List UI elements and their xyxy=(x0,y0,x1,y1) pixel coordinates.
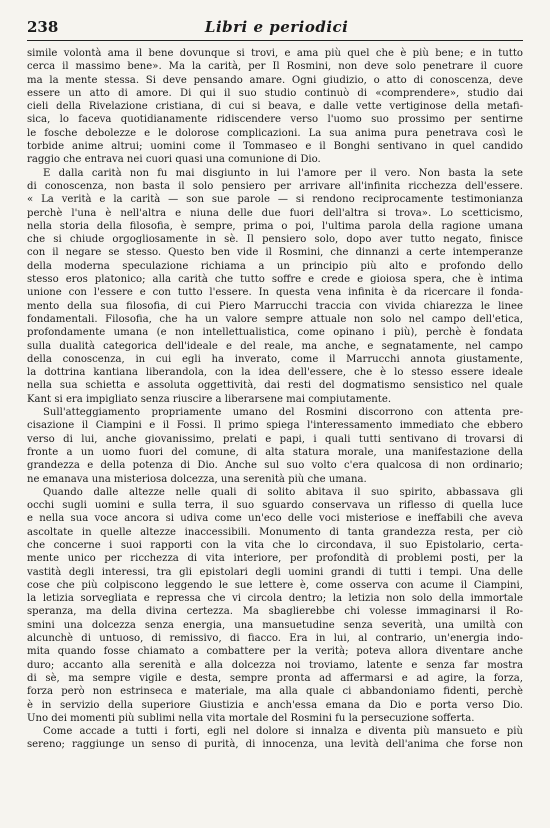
text-line: simile volontà ama il bene dovunque si trovi, e ama più quel che è più bene; e in tutto xyxy=(27,48,523,59)
text-line: cieli della Rivelazione cristiana, di cui si beava, e dalle vette vertiginose della metafi- xyxy=(27,101,523,113)
text-line: duro; accanto alla serenità e alla dolcezza noi troviamo, latente e senza far mostra xyxy=(27,659,523,671)
text-line: che si chiude orgogliosamente in sè. Il pensiero solo, dopo aver tutto negato, finisce xyxy=(27,234,523,246)
text-line: è in servizio della superiore Giustizia e anch'essa emana da Dio e porta verso Dio. xyxy=(27,699,523,711)
text-line: le fosche debolezze e le dolorose complicazioni. La sua anima pura penetrava così le xyxy=(27,127,523,139)
text-line: di conoscenza, non basta il solo pensiero per arrivare all'infinita ricchezza dell'essere. xyxy=(27,180,523,192)
text-line: forza però non estrinseca e materiale, ma alla quale ci abbandoniamo fidenti, perchè xyxy=(27,686,523,698)
text-line: cose che più colpiscono leggendo le sue lettere è, come osserva con acume il Ciampini, xyxy=(27,579,523,591)
text-line: nella sua schietta e assoluta oggettività, dai resti del dogmatismo sensistico nel quale xyxy=(27,380,523,392)
text-line: la letizia sorvegliata e repressa che vi circola dentro; la letizia non solo della immortale xyxy=(27,593,523,605)
running-title: Libri e periodici xyxy=(204,18,349,36)
text-line: Quando dalle altezze nelle quali di solito abitava il suo spirito, abbassava gli xyxy=(43,486,523,498)
text-line: Come accade a tutti i forti, egli nel dolore si innalza e diventa più mansueto e più xyxy=(43,726,523,738)
text-line: mente unico per ricchezza di vita interiore, per profondità di problemi posti, per la xyxy=(27,553,523,565)
text-line: e nella sua voce ancora si udiva come un'eco delle voci misteriose e ineffabili che aveva xyxy=(27,513,523,525)
text-line: sereno; raggiunge un senso di purità, di innocenza, una levità dell'anima che forse non xyxy=(27,739,523,751)
text-line: E dalla carità non fu mai disgiunto in lui l'amore per il vero. Non basta la sete xyxy=(43,167,523,179)
text-line: torbide anime altrui; uomini come il Tommaseo e il Bonghi sentivano in quel candido xyxy=(27,141,523,153)
text-line: della conoscenza, in cui egli ha inverato, come il Marrucchi annota giustamente, xyxy=(27,353,523,365)
text-line: fronte a un uomo fuori del comune, di alta statura morale, una manifestazione della xyxy=(27,446,523,458)
text-line: occhi sugli uomini e sulla terra, il suo sguardo conservava un riflesso di quella luce xyxy=(27,500,523,512)
text-line: cerca il massimo bene». Ma la carità, per Il Rosmini, non deve solo penetrare il cuore xyxy=(27,61,523,73)
text-line: con il negare se stesso. Questo ben vide il Rosmini, che dinnanzi a certe intemperanze xyxy=(27,247,523,259)
text-line: alcunchè di untuoso, di remissivo, di fiacco. Era in lui, al contrario, un'energia indo- xyxy=(27,633,523,645)
text-line: raggio che entrava nei cuori quasi una comunione di Dio. xyxy=(27,154,321,166)
text-line: essere un atto di amore. Di qui il suo studio continuò di «comprendere», studio dai xyxy=(27,87,523,99)
text-line: profondamente umana (e non intellettualistica, come opinano i più), perchè è fondata xyxy=(27,327,523,339)
text-line: sulla dualità categorica dell'ideale e del reale, ma anche, e segnatamente, nel campo xyxy=(27,340,523,352)
text-line: la dottrina kantiana liberandola, con la idea dell'essere, che è lo stesso essere ideale xyxy=(27,367,523,379)
text-line: mita quando fosse chiamato a combattere per la verità; poteva allora diventare anche xyxy=(27,646,523,658)
text-line: grandezza e della potenza di Dio. Anche sul suo volto c'era qualcosa di non ordinario; xyxy=(27,460,523,472)
text-line: fondamentali. Filosofia, che ha un valore sempre attuale non solo nel campo dell'etica, xyxy=(27,313,523,325)
page-header xyxy=(27,18,523,41)
text-line: ascoltate in quelle altezze inaccessibili. Monumento di tanta grandezza resta, per ciò xyxy=(27,526,523,538)
text-line: Kant si era impigliato senza riuscire a liberarsene mai compiutamente. xyxy=(27,393,392,405)
text-line: della moderna speculazione richiama a un principio più alto e profondo dello xyxy=(27,260,523,272)
text-line: ma la mente stessa. Si deve pensando amare. Ogni giudizio, o atto di conoscenza, deve xyxy=(27,74,523,86)
text-line: che concerne i suoi rapporti con la vita che lo circondava, il suo Epistolario, certa- xyxy=(27,539,523,551)
text-line: « La verità e la carità — son sue parole — si rendono reciprocamente testimonianza xyxy=(27,194,523,206)
text-line: unione con l'essere e con tutto l'essere. In questa vena infinita è da ricercare il fonda- xyxy=(27,287,523,299)
text-line: vastità degli interessi, tra gli epistolari degli uomini grandi di tutti i tempi. Una delle xyxy=(27,566,523,578)
text-line: stesso eros platonico; alla carità che tutto soffre e crede e gioiosa spera, che è intima xyxy=(27,274,523,286)
text-line: Sull'atteggiamento propriamente umano del Rosmini discorrono con attenta pre- xyxy=(43,407,523,419)
text-line: mento della sua filosofia, di cui Piero Marrucchi traccia con vivida chiarezza le linee xyxy=(27,300,523,312)
page-number: 238 xyxy=(27,18,59,36)
text-line: cisazione il Ciampini e il Fossi. Il primo spiega l'interessamento immediato che ebbero xyxy=(27,420,523,432)
text-line: smini una dolcezza senza energia, una mansuetudine senza severità, una umiltà con xyxy=(27,619,523,631)
text-line: sica, lo faceva quotidianamente ridiscendere verso l'uomo suo prossimo per sentirne xyxy=(27,114,523,126)
text-line: ne emanava una misteriosa dolcezza, una serenità più che umana. xyxy=(27,473,367,485)
body-text xyxy=(27,47,523,752)
text-line: di sè, ma sempre vigile e desta, sempre pronta ad affermarsi e ad agire, la forza, xyxy=(27,672,523,684)
text-line: verso di lui, anche giovanissimo, prelati e papi, i quali tutti sentivano di trovarsi di xyxy=(27,433,523,445)
text-line: speranza, ma della divina certezza. Ma sbaglierebbe chi volesse immaginarsi il Ro- xyxy=(27,606,523,618)
text-line: perchè l'una è nell'altra e niuna delle due fuori dell'altra si trova». Lo scetticismo, xyxy=(27,207,523,219)
text-line: nella storia della filosofia, è sempre, prima o poi, l'ultima parola della ragione umana xyxy=(27,220,523,232)
text-line: Uno dei momenti più sublimi nella vita mortale del Rosmini fu la persecuzione sofferta. xyxy=(27,712,475,724)
